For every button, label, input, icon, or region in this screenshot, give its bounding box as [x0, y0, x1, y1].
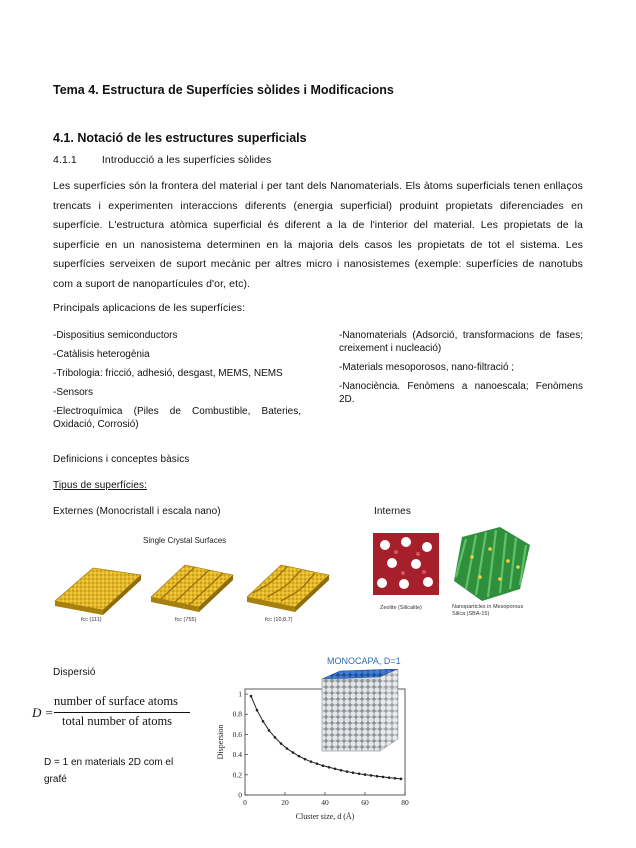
list-item: -Sensors: [53, 387, 94, 398]
external-label: Externes (Monocristall i escala nano): [53, 506, 221, 517]
data-point: [382, 776, 385, 779]
x-axis-label: Cluster size, d (Å): [295, 812, 355, 821]
data-point: [268, 729, 271, 732]
zeolite-caption: Zeolite (Silicalite): [380, 605, 422, 611]
data-point: [340, 769, 343, 772]
internal-label: Internes: [374, 506, 411, 517]
y-tick-label: 0.8: [232, 709, 242, 719]
data-point: [352, 771, 355, 774]
data-point: [256, 709, 259, 712]
internal-surfaces-image: [370, 527, 540, 607]
list-item: -Nanomaterials (Adsorció, transformacions de fases; creixement i nucleació): [339, 330, 583, 354]
list-item: -Catàlisis heterogènia: [53, 349, 150, 360]
cube-side-face: [380, 669, 398, 751]
y-tick-label: 1: [238, 689, 242, 699]
list-item: -Nanociència. Fenòmens a nanoescala; Fenòmens 2D.: [339, 381, 583, 405]
data-point: [400, 778, 403, 781]
data-point: [376, 775, 379, 778]
applications-right-list: [339, 329, 583, 412]
monocapa-label: MONOCAPA, D=1: [327, 656, 401, 666]
crystal-surfaces-figure: [53, 535, 333, 630]
data-point: [274, 736, 277, 739]
monocapa-cube: [320, 669, 415, 754]
crystal-label: fcc (10,8,7): [265, 617, 293, 623]
x-tick-label: 40: [321, 798, 329, 807]
data-point: [298, 755, 301, 758]
surface-types-heading: Tipus de superfícies:: [53, 480, 147, 491]
crystal-label: fcc (111): [81, 617, 102, 623]
formula-lhs: D =: [32, 705, 54, 720]
data-point: [370, 774, 373, 777]
data-point: [280, 742, 283, 745]
y-tick-label: 0: [238, 790, 242, 800]
data-point: [316, 762, 319, 765]
formula-numerator: number of surface atoms: [54, 694, 178, 708]
graphene-note: D = 1 en materials 2D com el grafé: [44, 757, 174, 785]
data-point: [364, 773, 367, 776]
y-tick-label: 0.2: [232, 770, 242, 780]
list-item: -Dispositius semiconductors: [53, 330, 178, 341]
list-item: -Tribologia: fricció, adhesió, desgast, MEMS, NEMS: [53, 368, 283, 379]
y-tick-label: 0.4: [232, 750, 242, 760]
cube-front-face: [322, 679, 380, 751]
data-point: [286, 747, 289, 750]
data-point: [322, 764, 325, 767]
data-point: [346, 770, 349, 773]
data-point: [262, 720, 265, 723]
x-tick-label: 20: [281, 798, 289, 807]
dispersion-formula: [32, 694, 192, 734]
intro-paragraph: Les superfícies són la frontera del material i per tant dels Nanomaterials. Els àtoms superficials tenen enllaços trencats i experimenten interaccions diferents (energia superficial) produint propietats diferenciades en superfície. L'estructura atòmica superficial és diferent a la de l'interior del material. Les propietats de la superfície en un nanosistema determinen en la majoria dels casos les propietats de tot el sistema. Les superfícies serveixen de suport mecànic per altres micro i nanosistemes (exemple: superfícies de nanotubs com a suport de nanopartícules d'or, etc).: [53, 180, 583, 290]
subsection-number: 4.1.1: [53, 154, 77, 166]
section-title: 4.1. Notació de les estructures superficials: [53, 131, 307, 145]
internal-surfaces-figure: [370, 527, 540, 622]
x-tick-label: 80: [401, 798, 409, 807]
crystal-figure-title: Single Crystal Surfaces: [143, 536, 227, 545]
crystal-label: fcc (755): [175, 617, 197, 623]
applications-left-list: [53, 329, 301, 437]
data-point: [334, 767, 337, 770]
data-point: [250, 695, 253, 698]
list-item: -Materials mesoporosos, nano-filtració ;: [339, 362, 515, 373]
fraction-bar: [54, 712, 190, 713]
crystal-surfaces-image: [53, 535, 333, 630]
data-point: [292, 751, 295, 754]
dispersion-label: Dispersió: [53, 667, 96, 678]
y-axis-label: Dispersion: [216, 724, 225, 760]
data-point: [310, 760, 313, 763]
page-title: Tema 4. Estructura de Superfícies sòlides i Modificacions: [53, 83, 394, 97]
data-point: [388, 776, 391, 779]
x-tick-label: 0: [243, 798, 247, 807]
applications-heading: Principals aplicacions de les superfícies:: [53, 302, 246, 314]
data-point: [394, 777, 397, 780]
list-item: -Electroquímica (Piles de Combustible, Bateries, Oxidació, Corrosió): [53, 406, 301, 430]
y-tick-label: 0.6: [232, 729, 242, 739]
data-point: [328, 766, 331, 769]
formula-denominator: total number of atoms: [62, 714, 173, 728]
definitions-heading: Definicions i conceptes bàsics: [53, 454, 190, 465]
subsection-title: Introducció a les superfícies sòlides: [101, 154, 272, 166]
x-tick-label: 60: [361, 798, 369, 807]
data-point: [358, 772, 361, 775]
data-point: [304, 758, 307, 761]
subsection-heading: [53, 151, 271, 170]
mesoporous-caption: Nanoparticles in Mesoporous Silica (SBA-15): [452, 604, 524, 617]
